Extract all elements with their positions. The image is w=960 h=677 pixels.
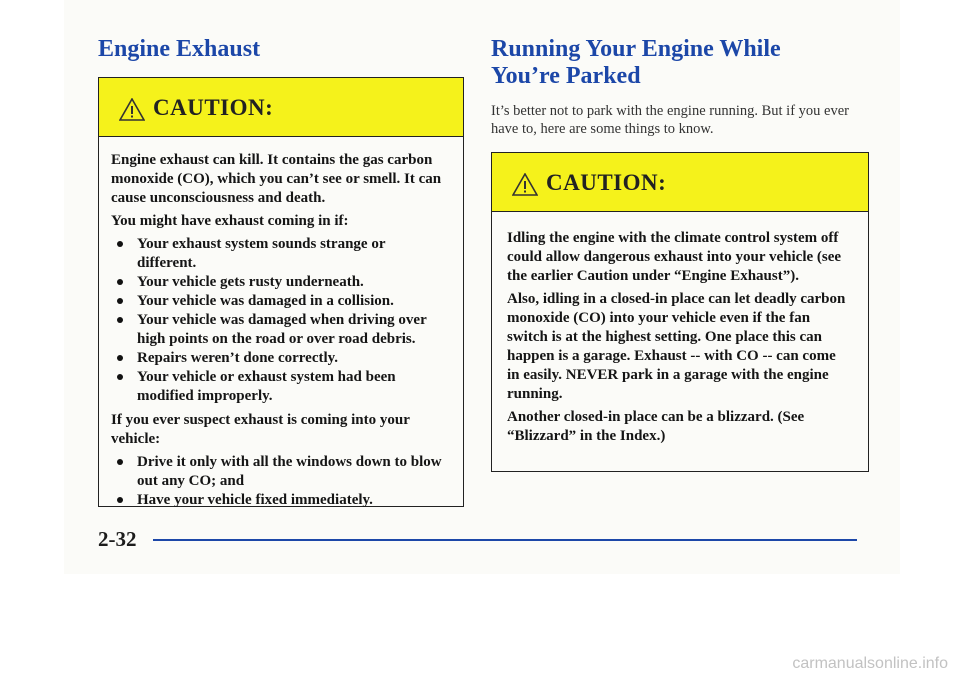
caution-label: CAUTION:: [546, 170, 667, 195]
list-item: Repairs weren’t done correctly.: [111, 349, 447, 368]
paragraph: Also, idling in a closed-in place can let deadly carbon monoxide (CO) into your vehicle even if the fan switch is at the highest setting. One place this can happen is a garage. Exhaust -- with CO -- can come in easily. NEVER park in a garage with the engine running.: [507, 291, 846, 402]
paragraph: If you ever suspect exhaust is coming into your vehicle:: [111, 412, 410, 447]
exhaust-signs-list: [111, 235, 447, 406]
list-item: Your vehicle was damaged when driving over high points on the road or over road debris.: [111, 311, 447, 349]
warning-triangle-icon: [512, 173, 538, 196]
caution-box-idling: [491, 152, 869, 472]
paragraph: Idling the engine with the climate control system off could allow dangerous exhaust into your vehicle (see the earlier Caution under “Engine Exhaust”).: [507, 230, 842, 284]
paragraph: You might have exhaust coming in if:: [111, 213, 349, 229]
list-item: Your exhaust system sounds strange or different.: [111, 235, 447, 273]
list-item: Your vehicle or exhaust system had been modified improperly.: [111, 368, 447, 406]
warning-triangle-icon: [119, 98, 145, 121]
paragraph: Another closed-in place can be a blizzard. (See “Blizzard” in the Index.): [507, 409, 805, 444]
list-item: Your vehicle was damaged in a collision.: [111, 292, 447, 311]
footer-divider: [153, 539, 857, 541]
running-engine-parked-section: [491, 36, 869, 472]
engine-exhaust-heading: Engine Exhaust: [98, 36, 261, 62]
running-engine-heading: Running Your Engine While You’re Parked: [491, 36, 781, 89]
actions-list: [111, 453, 447, 510]
engine-exhaust-section: [98, 36, 464, 507]
paragraph: Engine exhaust can kill. It contains the gas carbon monoxide (CO), which you can’t see or smell. It can cause unconsciousness and death.: [111, 152, 442, 206]
caution-body: [99, 137, 463, 510]
list-item: Have your vehicle fixed immediately.: [111, 491, 447, 510]
caution-header: [492, 153, 868, 212]
intro-text: It’s better not to park with the engine running. But if you ever have to, here are some things to know.: [491, 103, 849, 137]
caution-body: [492, 212, 868, 446]
list-item: Your vehicle gets rusty underneath.: [111, 273, 447, 292]
caution-label: CAUTION:: [153, 95, 274, 120]
bottom-watermark: carmanualsonline.info: [792, 655, 948, 672]
page-number: 2-32: [98, 527, 137, 551]
list-item: Drive it only with all the windows down to blow out any CO; and: [111, 453, 447, 491]
caution-box-exhaust: [98, 77, 464, 507]
caution-header: [99, 78, 463, 137]
